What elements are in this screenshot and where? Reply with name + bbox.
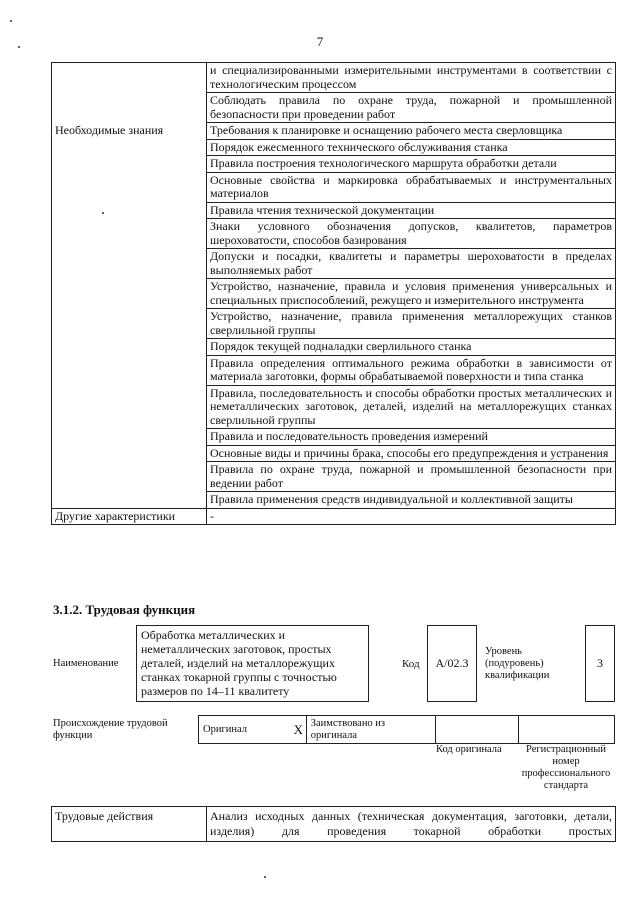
function-code-box — [427, 625, 477, 702]
labor-actions-text: Анализ исходных данных (техническая документация, заготовки, детали, изделия) для проведения токарной обработки простых — [207, 807, 616, 842]
row-label — [52, 156, 207, 173]
scan-speck — [264, 876, 266, 878]
row-text: Знаки условного обозначения допусков, квалитетов, параметров шероховатости, способов базирования — [207, 219, 616, 249]
borrowed-label: Заимствовано из оригинала — [306, 716, 435, 744]
reg-number-caption: Регистрационный номер профессионального стандарта — [521, 744, 611, 791]
row-text: Правила построения технологического маршрута обработки детали — [207, 156, 616, 173]
table-row — [52, 249, 616, 279]
original-cell — [199, 716, 290, 744]
row-text: Соблюдать правила по охране труда, пожарной и промышленной безопасности при проведении работ — [207, 93, 616, 123]
row-label — [52, 172, 207, 202]
knowledge-table — [51, 62, 616, 525]
table-row — [52, 462, 616, 492]
row-label — [52, 279, 207, 309]
qualification-level-value: 3 — [597, 656, 603, 670]
original-mark: X — [290, 716, 307, 744]
row-label — [52, 385, 207, 429]
row-label — [52, 219, 207, 249]
labor-actions-label: Трудовые действия — [52, 807, 207, 842]
row-text: Устройство, назначение, правила применения металлорежущих станков сверлильной группы — [207, 309, 616, 339]
row-text: Правила определения оптимального режима обработки в зависимости от материала заготовки, формы обрабатываемой поверхности и типа станка — [207, 355, 616, 385]
table-row — [52, 279, 616, 309]
table-row — [52, 355, 616, 385]
labor-actions-row — [52, 807, 616, 842]
row-label — [52, 445, 207, 462]
row-text: Устройство, назначение, правила и условия применения универсальных и специальных приспособлений, режущего и измерительного инструмента — [207, 279, 616, 309]
row-text: Требования к планировке и оснащению рабочего места сверловщика — [207, 123, 616, 140]
table-row — [52, 139, 616, 156]
row-label — [52, 339, 207, 356]
table-row — [52, 202, 616, 219]
row-label — [52, 93, 207, 123]
row-text: Основные виды и причины брака, способы его предупреждения и устранения — [207, 445, 616, 462]
row-label — [52, 63, 207, 93]
row-text: Правила по охране труда, пожарной и промышленной безопасности при ведении работ — [207, 462, 616, 492]
row-text: Правила, последовательность и способы обработки простых металлических и неметаллических заготовок, деталей, изделий на металлорежущих станках сверлильной группы — [207, 385, 616, 429]
page-number: 7 — [316, 34, 324, 49]
row-text: Порядок ежесменного технического обслуживания станка — [207, 139, 616, 156]
table-row — [52, 63, 616, 93]
row-text: Правила чтения технической документации — [207, 202, 616, 219]
row-text: Порядок текущей подналадки сверлильного станка — [207, 339, 616, 356]
section-title: 3.1.2. Трудовая функция — [53, 602, 196, 617]
name-label: Наименование — [53, 658, 119, 669]
table-row — [52, 445, 616, 462]
row-label — [52, 462, 207, 492]
other-characteristics-label: Другие характеристики — [52, 508, 207, 525]
scan-speck — [18, 46, 20, 48]
row-text: Допуски и посадки, квалитеты и параметры шероховатости в пределах выполняемых работ — [207, 249, 616, 279]
row-label — [52, 202, 207, 219]
table-row — [52, 339, 616, 356]
table-row — [52, 172, 616, 202]
qualification-level-box — [585, 625, 615, 702]
code-original-cell — [435, 716, 519, 744]
row-label — [52, 492, 207, 509]
table-row — [52, 123, 616, 140]
origin-table — [198, 715, 615, 744]
row-text: Основные свойства и маркировка обрабатываемых и инструментальных материалов — [207, 172, 616, 202]
row-text: Правила применения средств индивидуальной и коллективной защиты — [207, 492, 616, 509]
code-original-caption: Код оригинала — [436, 744, 502, 755]
row-text: и специализированными измерительными инструментами в соответствии с технологическим процессом — [207, 63, 616, 93]
qualification-level-label: Уровень (подуровень) квалификации — [485, 646, 550, 681]
function-code-value: A/02.3 — [435, 656, 469, 670]
row-label — [52, 355, 207, 385]
row-label — [52, 429, 207, 446]
row-label — [52, 139, 207, 156]
table-row — [52, 219, 616, 249]
table-row — [52, 156, 616, 173]
table-row — [52, 93, 616, 123]
other-characteristics-value: - — [207, 508, 616, 525]
code-label: Код — [402, 658, 420, 670]
table-row — [52, 309, 616, 339]
scan-speck — [10, 20, 12, 22]
other-characteristics-row — [52, 508, 616, 525]
original-label: Оригинал — [203, 723, 247, 735]
labor-actions-table — [51, 806, 616, 842]
row-text: Правила и последовательность проведения измерений — [207, 429, 616, 446]
origin-label: Происхождение трудовой функции — [53, 718, 168, 741]
table-row — [52, 492, 616, 509]
table-row — [52, 385, 616, 429]
reg-number-cell — [519, 716, 615, 744]
function-name-box: Обработка металлических и неметаллических заготовок, простых деталей, изделий на металлорежущих станках токарной группы с точностью размеров по 14–11 квалитету — [136, 625, 369, 702]
row-label — [52, 309, 207, 339]
row-label — [52, 249, 207, 279]
table-row — [52, 429, 616, 446]
row-label: Необходимые знания — [52, 123, 207, 140]
